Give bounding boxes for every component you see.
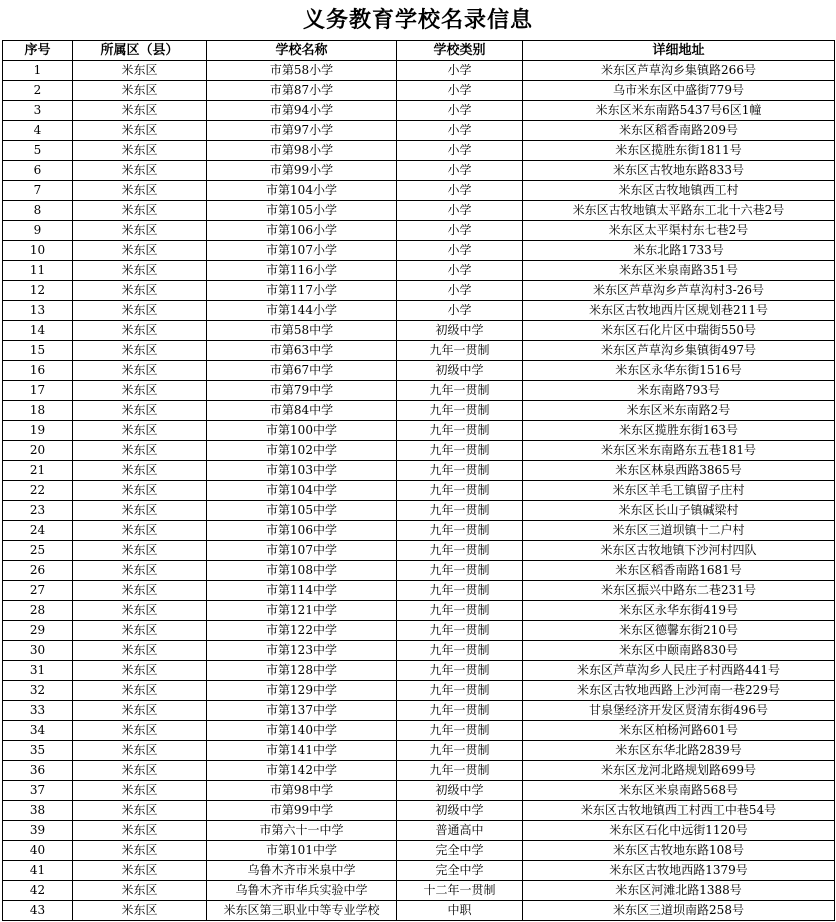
- cell-address: 米东区米东南路5437号6区1幢: [523, 101, 835, 121]
- cell-address: 米东区稻香南路1681号: [523, 561, 835, 581]
- cell-index: 12: [3, 281, 73, 301]
- table-row: [3, 621, 835, 641]
- cell-district: 米东区: [73, 781, 207, 801]
- cell-school-name: 市第106小学: [207, 221, 397, 241]
- cell-address: 米东区揽胜东街163号: [523, 421, 835, 441]
- table-row: [3, 701, 835, 721]
- cell-school-type: 初级中学: [397, 801, 523, 821]
- cell-school-type: 初级中学: [397, 321, 523, 341]
- cell-school-type: 九年一贯制: [397, 421, 523, 441]
- cell-district: 米东区: [73, 741, 207, 761]
- cell-address: 米东区芦草沟乡人民庄子村西路441号: [523, 661, 835, 681]
- cell-index: 42: [3, 881, 73, 901]
- cell-district: 米东区: [73, 541, 207, 561]
- cell-address: 米东区中颐南路830号: [523, 641, 835, 661]
- table-row: [3, 281, 835, 301]
- header-school-type: 学校类别: [397, 41, 523, 61]
- cell-index: 3: [3, 101, 73, 121]
- cell-school-type: 九年一贯制: [397, 581, 523, 601]
- table-row: [3, 901, 835, 921]
- cell-district: 米东区: [73, 521, 207, 541]
- cell-school-name: 市第121中学: [207, 601, 397, 621]
- table-row: [3, 321, 835, 341]
- table-row: [3, 141, 835, 161]
- cell-school-name: 市第108中学: [207, 561, 397, 581]
- cell-school-name: 市第84中学: [207, 401, 397, 421]
- cell-school-type: 九年一贯制: [397, 481, 523, 501]
- cell-index: 15: [3, 341, 73, 361]
- cell-district: 米东区: [73, 501, 207, 521]
- cell-address: 米东区永华东街419号: [523, 601, 835, 621]
- cell-district: 米东区: [73, 821, 207, 841]
- cell-index: 8: [3, 201, 73, 221]
- cell-address: 米东区芦草沟乡集镇街497号: [523, 341, 835, 361]
- cell-district: 米东区: [73, 701, 207, 721]
- cell-index: 13: [3, 301, 73, 321]
- cell-index: 21: [3, 461, 73, 481]
- table-row: [3, 121, 835, 141]
- cell-index: 14: [3, 321, 73, 341]
- cell-school-type: 中职: [397, 901, 523, 921]
- cell-school-type: 九年一贯制: [397, 341, 523, 361]
- header-row: [3, 41, 835, 61]
- table-row: [3, 821, 835, 841]
- school-table: [2, 40, 835, 921]
- cell-school-name: 市第122中学: [207, 621, 397, 641]
- cell-school-name: 市第67中学: [207, 361, 397, 381]
- table-row: [3, 741, 835, 761]
- table-row: [3, 561, 835, 581]
- cell-school-type: 小学: [397, 141, 523, 161]
- cell-district: 米东区: [73, 321, 207, 341]
- cell-school-name: 市第128中学: [207, 661, 397, 681]
- cell-index: 24: [3, 521, 73, 541]
- table-row: [3, 581, 835, 601]
- cell-address: 米东区古牧地东路108号: [523, 841, 835, 861]
- table-row: [3, 681, 835, 701]
- cell-index: 25: [3, 541, 73, 561]
- table-body: [3, 61, 835, 921]
- table-row: [3, 661, 835, 681]
- cell-school-type: 小学: [397, 201, 523, 221]
- table-row: [3, 201, 835, 221]
- cell-district: 米东区: [73, 661, 207, 681]
- cell-district: 米东区: [73, 61, 207, 81]
- cell-district: 米东区: [73, 181, 207, 201]
- cell-district: 米东区: [73, 261, 207, 281]
- cell-address: 米东区芦草沟乡集镇路266号: [523, 61, 835, 81]
- table-row: [3, 301, 835, 321]
- cell-index: 20: [3, 441, 73, 461]
- table-row: [3, 101, 835, 121]
- cell-school-name: 市第102中学: [207, 441, 397, 461]
- cell-address: 米东区林泉西路3865号: [523, 461, 835, 481]
- cell-address: 米东区三道坝南路258号: [523, 901, 835, 921]
- cell-school-type: 九年一贯制: [397, 401, 523, 421]
- table-row: [3, 781, 835, 801]
- cell-district: 米东区: [73, 141, 207, 161]
- cell-district: 米东区: [73, 361, 207, 381]
- cell-school-name: 市第123中学: [207, 641, 397, 661]
- cell-address: 米东区振兴中路东二巷231号: [523, 581, 835, 601]
- cell-school-name: 市第58小学: [207, 61, 397, 81]
- table-row: [3, 181, 835, 201]
- cell-index: 18: [3, 401, 73, 421]
- cell-address: 米东区石化片区中瑞街550号: [523, 321, 835, 341]
- cell-district: 米东区: [73, 881, 207, 901]
- cell-school-type: 普通高中: [397, 821, 523, 841]
- table-row: [3, 501, 835, 521]
- cell-school-type: 九年一贯制: [397, 741, 523, 761]
- cell-school-name: 市第87小学: [207, 81, 397, 101]
- cell-school-type: 小学: [397, 261, 523, 281]
- cell-index: 28: [3, 601, 73, 621]
- cell-index: 19: [3, 421, 73, 441]
- cell-address: 米东区米东南路东五巷181号: [523, 441, 835, 461]
- table-row: [3, 541, 835, 561]
- table-row: [3, 521, 835, 541]
- cell-school-type: 九年一贯制: [397, 721, 523, 741]
- cell-address: 米东区太平渠村东七巷2号: [523, 221, 835, 241]
- cell-school-name: 市第63中学: [207, 341, 397, 361]
- cell-school-type: 九年一贯制: [397, 441, 523, 461]
- cell-school-type: 小学: [397, 281, 523, 301]
- cell-school-type: 小学: [397, 101, 523, 121]
- cell-school-name: 市第98中学: [207, 781, 397, 801]
- cell-index: 43: [3, 901, 73, 921]
- cell-school-name: 市第58中学: [207, 321, 397, 341]
- cell-index: 22: [3, 481, 73, 501]
- header-index: 序号: [3, 41, 73, 61]
- cell-district: 米东区: [73, 841, 207, 861]
- table-row: [3, 841, 835, 861]
- cell-index: 5: [3, 141, 73, 161]
- cell-school-name: 市第117小学: [207, 281, 397, 301]
- page-title: 义务教育学校名录信息: [302, 7, 533, 33]
- cell-address: 米东区羊毛工镇留子庄村: [523, 481, 835, 501]
- cell-district: 米东区: [73, 681, 207, 701]
- header-school-name: 学校名称: [207, 41, 397, 61]
- cell-district: 米东区: [73, 281, 207, 301]
- cell-school-type: 九年一贯制: [397, 641, 523, 661]
- cell-address: 米东区揽胜东街1811号: [523, 141, 835, 161]
- cell-school-type: 九年一贯制: [397, 701, 523, 721]
- cell-district: 米东区: [73, 121, 207, 141]
- cell-school-type: 九年一贯制: [397, 761, 523, 781]
- cell-address: 米东区三道坝镇十二户村: [523, 521, 835, 541]
- cell-district: 米东区: [73, 801, 207, 821]
- cell-index: 7: [3, 181, 73, 201]
- cell-school-type: 九年一贯制: [397, 381, 523, 401]
- cell-district: 米东区: [73, 761, 207, 781]
- cell-address: 米东区柏杨河路601号: [523, 721, 835, 741]
- cell-school-name: 市第140中学: [207, 721, 397, 741]
- cell-school-type: 小学: [397, 121, 523, 141]
- cell-index: 16: [3, 361, 73, 381]
- cell-index: 37: [3, 781, 73, 801]
- cell-index: 27: [3, 581, 73, 601]
- cell-index: 4: [3, 121, 73, 141]
- cell-district: 米东区: [73, 461, 207, 481]
- cell-school-type: 小学: [397, 241, 523, 261]
- cell-district: 米东区: [73, 381, 207, 401]
- cell-school-name: 市第144小学: [207, 301, 397, 321]
- table-row: [3, 81, 835, 101]
- cell-address: 米东区古牧地镇西工村: [523, 181, 835, 201]
- cell-school-name: 市第104中学: [207, 481, 397, 501]
- cell-district: 米东区: [73, 481, 207, 501]
- cell-address: 米东区龙河北路规划路699号: [523, 761, 835, 781]
- cell-school-type: 九年一贯制: [397, 501, 523, 521]
- cell-index: 26: [3, 561, 73, 581]
- cell-school-type: 九年一贯制: [397, 661, 523, 681]
- cell-school-name: 市第106中学: [207, 521, 397, 541]
- cell-district: 米东区: [73, 901, 207, 921]
- cell-school-name: 米东区第三职业中等专业学校: [207, 901, 397, 921]
- cell-district: 米东区: [73, 861, 207, 881]
- cell-school-name: 市第六十一中学: [207, 821, 397, 841]
- cell-district: 米东区: [73, 641, 207, 661]
- cell-school-type: 九年一贯制: [397, 601, 523, 621]
- cell-address: 米东区古牧地镇西工村西工中巷54号: [523, 801, 835, 821]
- cell-address: 米东区米东南路2号: [523, 401, 835, 421]
- cell-school-name: 市第101中学: [207, 841, 397, 861]
- cell-school-name: 市第100中学: [207, 421, 397, 441]
- cell-school-type: 九年一贯制: [397, 561, 523, 581]
- cell-address: 米东南路793号: [523, 381, 835, 401]
- cell-district: 米东区: [73, 441, 207, 461]
- cell-address: 米东北路1733号: [523, 241, 835, 261]
- cell-index: 39: [3, 821, 73, 841]
- cell-address: 米东区永华东街1516号: [523, 361, 835, 381]
- cell-district: 米东区: [73, 301, 207, 321]
- cell-address: 米东区米泉南路568号: [523, 781, 835, 801]
- cell-district: 米东区: [73, 201, 207, 221]
- cell-school-type: 小学: [397, 181, 523, 201]
- cell-school-name: 市第137中学: [207, 701, 397, 721]
- cell-school-name: 市第98小学: [207, 141, 397, 161]
- table-row: [3, 441, 835, 461]
- cell-district: 米东区: [73, 221, 207, 241]
- cell-address: 米东区古牧地西片区规划巷211号: [523, 301, 835, 321]
- cell-address: 米东区河滩北路1388号: [523, 881, 835, 901]
- table-row: [3, 161, 835, 181]
- cell-school-type: 小学: [397, 221, 523, 241]
- cell-school-type: 完全中学: [397, 841, 523, 861]
- cell-district: 米东区: [73, 241, 207, 261]
- cell-school-type: 九年一贯制: [397, 461, 523, 481]
- table-row: [3, 601, 835, 621]
- cell-index: 2: [3, 81, 73, 101]
- cell-school-name: 乌鲁木齐市华兵实验中学: [207, 881, 397, 901]
- cell-index: 29: [3, 621, 73, 641]
- header-address: 详细地址: [523, 41, 835, 61]
- cell-school-type: 初级中学: [397, 361, 523, 381]
- cell-address: 米东区石化中远街1120号: [523, 821, 835, 841]
- table-row: [3, 241, 835, 261]
- cell-school-type: 小学: [397, 81, 523, 101]
- cell-school-type: 九年一贯制: [397, 541, 523, 561]
- cell-address: 米东区古牧地东路833号: [523, 161, 835, 181]
- cell-index: 31: [3, 661, 73, 681]
- cell-index: 10: [3, 241, 73, 261]
- cell-index: 17: [3, 381, 73, 401]
- cell-index: 30: [3, 641, 73, 661]
- cell-district: 米东区: [73, 601, 207, 621]
- cell-address: 米东区古牧地西路上沙河南一巷229号: [523, 681, 835, 701]
- cell-district: 米东区: [73, 401, 207, 421]
- cell-index: 23: [3, 501, 73, 521]
- cell-school-name: 市第141中学: [207, 741, 397, 761]
- cell-address: 米东区德馨东街210号: [523, 621, 835, 641]
- cell-school-name: 市第99中学: [207, 801, 397, 821]
- cell-index: 36: [3, 761, 73, 781]
- cell-index: 41: [3, 861, 73, 881]
- cell-district: 米东区: [73, 721, 207, 741]
- cell-district: 米东区: [73, 101, 207, 121]
- cell-school-type: 十二年一贯制: [397, 881, 523, 901]
- cell-school-type: 小学: [397, 301, 523, 321]
- cell-school-name: 市第116小学: [207, 261, 397, 281]
- table-row: [3, 721, 835, 741]
- cell-index: 11: [3, 261, 73, 281]
- cell-address: 米东区东华北路2839号: [523, 741, 835, 761]
- cell-district: 米东区: [73, 621, 207, 641]
- cell-school-name: 市第105小学: [207, 201, 397, 221]
- table-row: [3, 401, 835, 421]
- table-row: [3, 361, 835, 381]
- header-district: 所属区（县）: [73, 41, 207, 61]
- cell-school-name: 市第94小学: [207, 101, 397, 121]
- cell-school-name: 市第97小学: [207, 121, 397, 141]
- table-row: [3, 641, 835, 661]
- cell-school-type: 小学: [397, 61, 523, 81]
- cell-address: 米东区芦草沟乡芦草沟村3-26号: [523, 281, 835, 301]
- cell-district: 米东区: [73, 81, 207, 101]
- cell-index: 40: [3, 841, 73, 861]
- cell-index: 33: [3, 701, 73, 721]
- cell-school-type: 九年一贯制: [397, 521, 523, 541]
- cell-index: 9: [3, 221, 73, 241]
- cell-address: 米东区稻香南路209号: [523, 121, 835, 141]
- cell-index: 6: [3, 161, 73, 181]
- cell-index: 32: [3, 681, 73, 701]
- cell-index: 38: [3, 801, 73, 821]
- cell-school-name: 市第142中学: [207, 761, 397, 781]
- table-row: [3, 881, 835, 901]
- cell-school-type: 九年一贯制: [397, 621, 523, 641]
- table-row: [3, 381, 835, 401]
- cell-school-name: 市第105中学: [207, 501, 397, 521]
- cell-school-name: 市第114中学: [207, 581, 397, 601]
- cell-index: 34: [3, 721, 73, 741]
- cell-index: 35: [3, 741, 73, 761]
- cell-school-name: 市第107中学: [207, 541, 397, 561]
- table-row: [3, 801, 835, 821]
- cell-address: 乌市米东区中盛街779号: [523, 81, 835, 101]
- table-row: [3, 421, 835, 441]
- cell-school-type: 初级中学: [397, 781, 523, 801]
- table-row: [3, 221, 835, 241]
- cell-school-name: 市第99小学: [207, 161, 397, 181]
- cell-district: 米东区: [73, 561, 207, 581]
- cell-address: 米东区古牧地镇太平路东工北十六巷2号: [523, 201, 835, 221]
- cell-school-name: 市第79中学: [207, 381, 397, 401]
- cell-school-name: 市第107小学: [207, 241, 397, 261]
- table-row: [3, 461, 835, 481]
- cell-school-name: 市第129中学: [207, 681, 397, 701]
- cell-district: 米东区: [73, 581, 207, 601]
- table-row: [3, 261, 835, 281]
- cell-district: 米东区: [73, 341, 207, 361]
- cell-school-name: 乌鲁木齐市米泉中学: [207, 861, 397, 881]
- cell-index: 1: [3, 61, 73, 81]
- table-row: [3, 61, 835, 81]
- cell-school-name: 市第104小学: [207, 181, 397, 201]
- cell-school-type: 九年一贯制: [397, 681, 523, 701]
- cell-address: 米东区长山子镇碱梁村: [523, 501, 835, 521]
- cell-address: 甘泉堡经济开发区贤清东街496号: [523, 701, 835, 721]
- table-row: [3, 761, 835, 781]
- cell-district: 米东区: [73, 161, 207, 181]
- cell-school-type: 完全中学: [397, 861, 523, 881]
- cell-address: 米东区古牧地镇下沙河村四队: [523, 541, 835, 561]
- cell-school-type: 小学: [397, 161, 523, 181]
- cell-address: 米东区米泉南路351号: [523, 261, 835, 281]
- cell-address: 米东区古牧地西路1379号: [523, 861, 835, 881]
- table-row: [3, 861, 835, 881]
- table-row: [3, 481, 835, 501]
- cell-district: 米东区: [73, 421, 207, 441]
- cell-school-name: 市第103中学: [207, 461, 397, 481]
- table-row: [3, 341, 835, 361]
